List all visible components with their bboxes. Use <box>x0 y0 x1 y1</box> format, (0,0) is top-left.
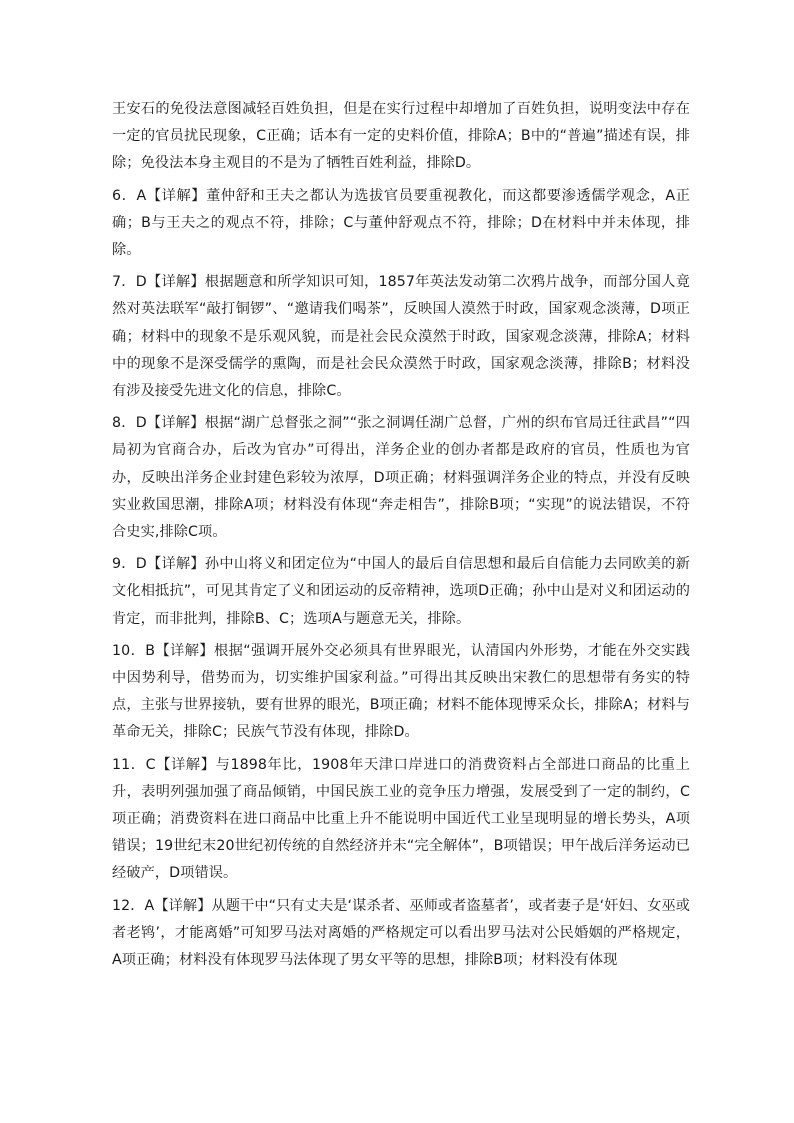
explanation-item-11 <box>112 752 690 888</box>
explanation-item-12 <box>112 893 690 975</box>
item-answer: D <box>135 556 147 573</box>
item-number: 9． <box>112 556 136 573</box>
item-answer: C <box>145 756 156 773</box>
item-number: 8． <box>112 415 136 432</box>
item-number: 7． <box>112 274 136 291</box>
paragraph-text: 从题干中“只有丈夫是‘谋杀者、巫师或者盗墓者’，或者妻子是‘奸妇、女巫或者老鸨’，才能离婚”可知罗马法对离婚的严格规定可以看出罗马法对公民婚姻的严格规定，A项正确；材料没有体现罗马法体现了男女平等的思想，排除B项；材料没有体现 <box>112 897 690 969</box>
paragraph-text: 董仲舒和王夫之都认为选拔官员要重视教化，而这都要渗透儒学观念，A正确；B与王夫之的观点不符，排除；C与董仲舒观点不符，排除；D在材料中并未体现，排除。 <box>112 187 690 259</box>
item-answer: A <box>136 187 147 204</box>
detail-tag: 【详解】 <box>146 415 205 432</box>
item-answer: A <box>144 897 155 914</box>
item-answer: D <box>135 415 147 432</box>
paragraph-text: 王安石的免役法意图减轻百姓负担，但是在实行过程中却增加了百姓负担，说明变法中存在一定的官员扰民现象，C正确；话本有一定的史料价值，排除A；B中的“普遍”描述有误，排除；免役法本身主观目的不是为了牺牲百姓利益，排除D。 <box>112 101 690 172</box>
item-number: 10． <box>112 642 146 659</box>
item-answer: B <box>145 642 156 659</box>
detail-tag: 【详解】 <box>146 187 207 204</box>
explanation-paragraph-5-continued <box>112 96 690 178</box>
detail-tag: 【详解】 <box>155 756 216 773</box>
explanation-item-8 <box>112 410 690 546</box>
paragraph-text: 孙中山将义和团定位为“中国人的最后自信思想和最后自信能力去同欧美的新文化相抵抗”，可见其肯定了义和团运动的反帝精神，选项D正确；孙中山是对义和团运动的肯定，而非批判，排除B、C；选项A与题意无关，排除。 <box>112 556 690 627</box>
detail-tag: 【详解】 <box>146 274 205 291</box>
paragraph-text: 与1898年比，1908年天津口岸进口的消费资料占全部进口商品的比重上升，表明列强加强了商品倾销，中国民族工业的竞争压力增强，发展受到了一定的制约，C项正确；消费资料在进口商品中比重上升不能说明中国近代工业呈现明显的增长势头，A项错误；19世纪末20世纪初传统的自然经济并未“完全解体”，B项错误；甲午战后洋务运动已经破产，D项错误。 <box>112 756 690 882</box>
paragraph-text: 根据“强调开展外交必须具有世界眼光，认清国内外形势，才能在外交实践中因势利导，借势而为，切实维护国家利益。”可得出其反映出宋教仁的思想带有务实的特点，主张与世界接轨，要有世界的眼光，B项正确；材料不能体现博采众长，排除A；材料与革命无关，排除C；民族气节没有体现，排除D。 <box>112 642 690 741</box>
item-number: 11． <box>112 756 146 773</box>
detail-tag: 【详解】 <box>154 897 212 914</box>
detail-tag: 【详解】 <box>155 642 215 659</box>
answer-explanations <box>112 96 690 979</box>
item-answer: D <box>135 274 147 291</box>
paragraph-text: 根据题意和所学知识可知，1857年英法发动第二次鸦片战争，而部分国人竟然对英法联军“敲打铜锣”、“邀请我们喝茶”，反映国人漠然于时政，国家观念淡薄，D项正确；材料中的现象不是乐观风貌，而是社会民众漠然于时政，国家观念淡薄，排除A；材料中的现象不是深受儒学的熏陶，而是社会民众漠然于时政，国家观念淡薄，排除B；材料没有涉及接受先进文化的信息，排除C。 <box>112 274 690 400</box>
item-number: 6． <box>112 187 137 204</box>
explanation-item-7 <box>112 269 690 405</box>
explanation-item-10 <box>112 638 690 747</box>
item-number: 12． <box>112 897 145 914</box>
explanation-item-9 <box>112 551 690 633</box>
explanation-item-6 <box>112 183 690 265</box>
paragraph-text: 根据“湖广总督张之洞”“张之洞调任湖广总督，广州的织布官局迁往武昌”“四局初为官商合办，后改为官办”可得出，洋务企业的创办者都是政府的官员，性质也为官办，反映出洋务企业封建色彩较为浓厚，D项正确；材料强调洋务企业的特点，并没有反映实业救国思潮，排除A项；材料没有体现“奔走相告”，排除B项；“实现”的说法错误，不符合史实,排除C项。 <box>112 415 690 541</box>
detail-tag: 【详解】 <box>146 556 205 573</box>
